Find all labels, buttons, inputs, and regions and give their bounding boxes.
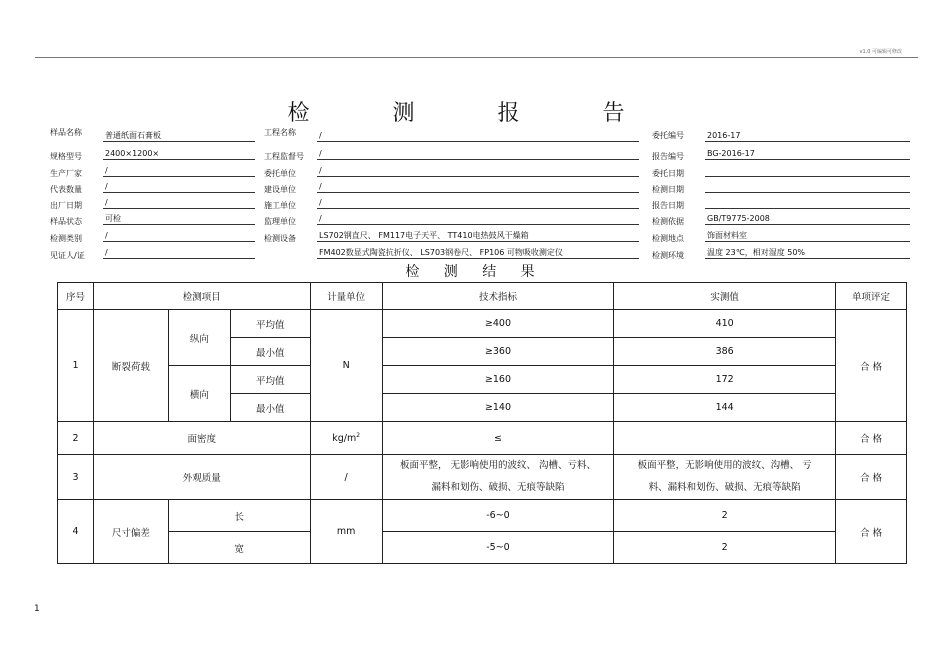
info-label: 检测依据 [652, 217, 684, 226]
row-verdict: 合 格 [836, 455, 907, 500]
info-value: / [103, 230, 255, 242]
header-item: 检测项目 [93, 283, 310, 310]
info-label: 出厂日期 [50, 201, 82, 210]
info-label: 施工单位 [264, 201, 296, 210]
info-label: 工程名称 [264, 128, 296, 137]
row-spec: ≥400 [382, 310, 614, 338]
row-verdict: 合 格 [836, 422, 907, 455]
info-label: 见证人/证 [50, 251, 85, 260]
row-unit: mm [310, 500, 382, 564]
row-item: 尺寸偏差 [93, 500, 168, 564]
row-subitem: 平均值 [230, 310, 310, 338]
info-label: 委托编号 [652, 131, 684, 140]
info-value [705, 197, 910, 209]
info-label: 检测日期 [652, 185, 684, 194]
spec-line: 板面平整， 无影响使用的波纹、 沟槽、亏料、 [399, 460, 596, 471]
row-item: 断裂荷载 [93, 310, 168, 422]
unit-text: kg/m [332, 433, 357, 445]
table-row [58, 455, 907, 500]
row-spec: ≥360 [382, 338, 614, 366]
info-value: FM402数显式陶瓷抗折仪、 LS703钢卷尺、 FP106 可物吸收测定仪 [317, 247, 639, 259]
info-value: GB/T9775-2008 [705, 213, 910, 225]
row-subitem: 宽 [168, 532, 310, 564]
spec-line: 漏料和划伤、破损、无痕等缺陷 [431, 482, 565, 493]
info-label: 委托单位 [264, 169, 296, 178]
row-no: 1 [58, 310, 94, 422]
measured-line: 料、漏料和划伤、破损、无痕等缺陷 [648, 482, 801, 493]
info-value: LS702钢直尺、 FM117电子天平、 TT410电热鼓风干燥箱 [317, 230, 639, 242]
row-no: 4 [58, 500, 94, 564]
row-unit: / [310, 455, 382, 500]
info-value: / [317, 148, 639, 160]
header-unit: 计量单位 [310, 283, 382, 310]
info-label: 报告编号 [652, 152, 684, 161]
row-spec: ≤ [382, 422, 614, 455]
info-value: BG-2016-17 [705, 148, 910, 160]
info-label: 检测设备 [264, 234, 296, 243]
row-verdict: 合 格 [836, 500, 907, 564]
row-subitem: 长 [168, 500, 310, 532]
header-verdict: 单项评定 [836, 283, 907, 310]
header-spec: 技术指标 [382, 283, 614, 310]
row-measured: 2 [614, 500, 836, 532]
info-value [705, 181, 910, 193]
header-measured: 实测值 [614, 283, 836, 310]
info-label: 工程监督号 [264, 152, 304, 161]
row-measured [614, 455, 836, 500]
info-value: 2400×1200× [103, 148, 255, 160]
row-item: 面密度 [93, 422, 310, 455]
row-spec [382, 455, 614, 500]
row-item: 外观质量 [93, 455, 310, 500]
row-measured [614, 422, 836, 455]
row-unit: N [310, 310, 382, 422]
header-rule [35, 57, 918, 58]
table-row [58, 500, 907, 532]
info-label: 检测环境 [652, 251, 684, 260]
table-header-row [58, 283, 907, 310]
table-row [58, 366, 907, 394]
row-spec: -5~0 [382, 532, 614, 564]
table-row [58, 532, 907, 564]
row-direction: 纵向 [168, 310, 230, 366]
row-verdict: 合 格 [836, 310, 907, 422]
info-value: 温度 23℃，相对湿度 50% [705, 247, 910, 259]
info-value: 普通纸面石膏板 [103, 130, 255, 142]
table-row [58, 310, 907, 338]
row-direction: 横向 [168, 366, 230, 422]
info-value: 2016-17 [705, 130, 910, 142]
info-label: 生产厂家 [50, 169, 82, 178]
info-label: 监理单位 [264, 217, 296, 226]
row-unit [310, 422, 382, 455]
results-title: 检 测 结 果 [405, 264, 545, 280]
row-subitem: 平均值 [230, 366, 310, 394]
info-value: / [317, 197, 639, 209]
info-label: 检测地点 [652, 234, 684, 243]
header-no: 序号 [58, 283, 94, 310]
row-measured: 410 [614, 310, 836, 338]
info-label: 检测类别 [50, 234, 82, 243]
info-value: 可检 [103, 213, 255, 225]
info-value: / [103, 247, 255, 259]
unit-superscript: 2 [356, 431, 361, 439]
info-value [705, 165, 910, 177]
row-subitem: 最小值 [230, 394, 310, 422]
page-number: 1 [34, 604, 40, 614]
info-label: 样品状态 [50, 217, 82, 226]
info-label: 样品名称 [50, 128, 82, 137]
results-table [57, 282, 907, 564]
row-measured: 172 [614, 366, 836, 394]
row-spec: ≥160 [382, 366, 614, 394]
row-subitem: 最小值 [230, 338, 310, 366]
row-spec: -6~0 [382, 500, 614, 532]
report-title: 检 测 报 告 [287, 101, 663, 126]
row-no: 2 [58, 422, 94, 455]
info-value: / [103, 197, 255, 209]
info-value: / [103, 165, 255, 177]
info-label: 代表数量 [50, 185, 82, 194]
version-note: v1.0 可编辑可修改 [859, 49, 902, 55]
info-value: / [317, 181, 639, 193]
measured-line: 板面平整，无影响使用的波纹、沟槽、 亏 [637, 460, 812, 471]
info-label: 报告日期 [652, 201, 684, 210]
row-no: 3 [58, 455, 94, 500]
info-value: / [317, 213, 639, 225]
info-label: 委托日期 [652, 169, 684, 178]
table-row [58, 422, 907, 455]
info-value: 饰面材料室 [705, 230, 910, 242]
info-label: 建设单位 [264, 185, 296, 194]
info-value: / [103, 181, 255, 193]
info-value: / [317, 130, 639, 142]
info-value: / [317, 165, 639, 177]
row-spec: ≥140 [382, 394, 614, 422]
row-measured: 144 [614, 394, 836, 422]
row-measured: 2 [614, 532, 836, 564]
info-label: 规格型号 [50, 152, 82, 161]
row-measured: 386 [614, 338, 836, 366]
